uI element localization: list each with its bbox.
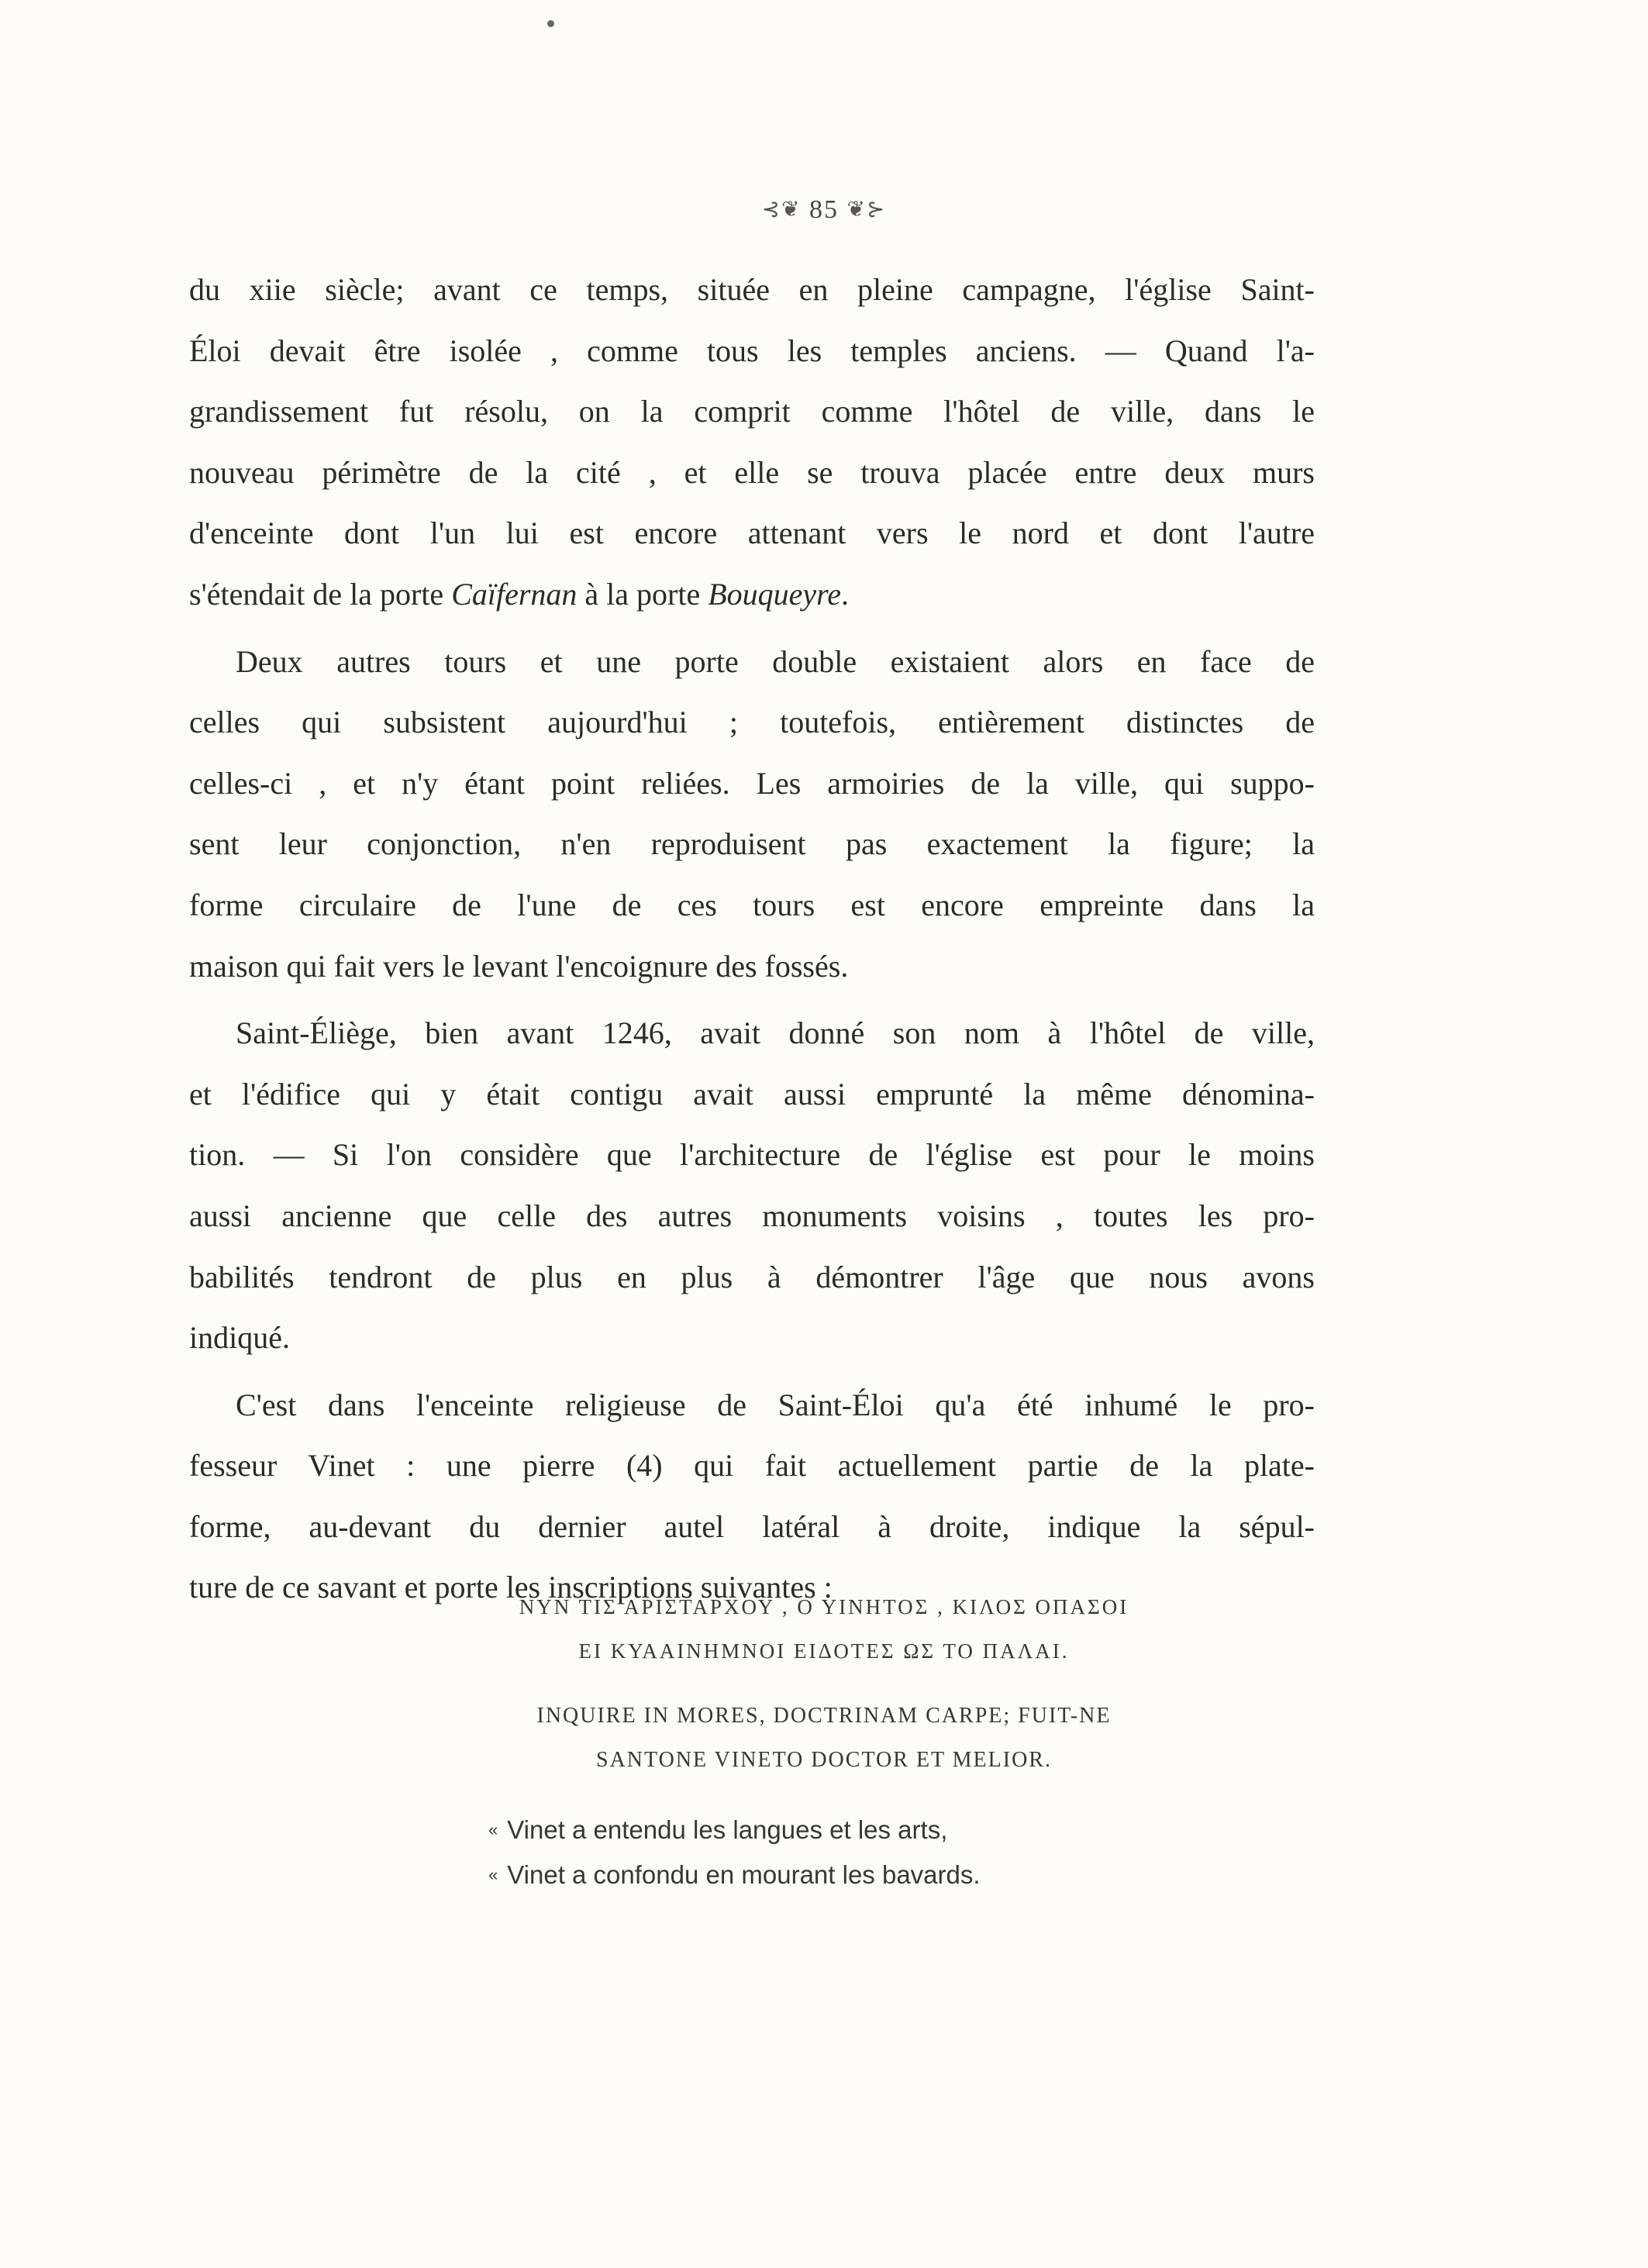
italic-place-name: Caïfernan (451, 576, 577, 612)
ink-speck (547, 20, 554, 27)
text-line: Saint-Éliège, bien avant 1246, avait donné son nom à l'hôtel de ville, (236, 1015, 1315, 1051)
latin-inscription (0, 1694, 1648, 1782)
verse-line (488, 1853, 981, 1897)
paragraph-4 (189, 1375, 1315, 1618)
inscription-line: INQUIRE IN MORES, DOCTRINAM CARPE; FUIT-NE (536, 1704, 1112, 1728)
page-number: 85 (809, 195, 839, 224)
text-line: d'enceinte dont l'un lui est encore attenant vers le nord et dont l'autre (189, 515, 1315, 551)
paragraph-3 (189, 1003, 1315, 1369)
verse-text: Vinet a confondu en mourant les bavards. (507, 1860, 981, 1889)
text-segment: s'étendait de la porte (189, 576, 452, 612)
text-line: fesseur Vinet : une pierre (4) qui fait actuellement partie de la plate- (189, 1448, 1315, 1484)
inscription-line: ΝΥΝ ΤΙΣ ΑΡΙΣΤΑΡΧΟΥ , Ο ΥΙΝΗΤΟΣ , ΚΙΛΟΣ ΟΠΑΣΟΙ (519, 1595, 1129, 1618)
text-line: Éloi devait être isolée , comme tous les temples anciens. — Quand l'a- (189, 333, 1315, 368)
text-line: aussi ancienne que celle des autres monuments voisins , toutes les pro- (189, 1198, 1315, 1233)
text-line: nouveau périmètre de la cité , et elle se trouva placée entre deux murs (189, 454, 1315, 490)
inscription-line: ΕΙ ΚΥΑΑΙΝΗΜΝΟΙ ΕΙΔΟΤΕΣ ΩΣ ΤΟ ΠΑΛΑΙ. (578, 1639, 1070, 1663)
text-line: celles-ci , et n'y étant point reliées. Les armoiries de la ville, qui suppo- (189, 765, 1315, 801)
quote-mark: « (488, 1820, 498, 1839)
french-verse (488, 1808, 981, 1897)
quote-mark: « (488, 1865, 498, 1884)
text-line: ture de ce savant et porte les inscriptions suivantes : (189, 1570, 833, 1605)
page-header (0, 195, 1648, 225)
paragraph-1 (189, 260, 1315, 626)
text-line: indiqué. (189, 1320, 290, 1356)
text-segment: à la porte (577, 576, 709, 612)
ornament-right: ❦⊱ (846, 198, 887, 222)
text-line: celles qui subsistent aujourd'hui ; toutefois, entièrement distinctes de (189, 705, 1315, 740)
greek-inscription (0, 1585, 1648, 1673)
text-line: Deux autres tours et une porte double existaient alors en face de (236, 643, 1315, 679)
italic-place-name: Bouqueyre (708, 576, 842, 612)
verse-text: Vinet a entendu les langues et les arts, (507, 1815, 948, 1844)
body-text (189, 260, 1315, 1618)
ornament-left: ⊰❦ (761, 198, 802, 222)
text-line (189, 564, 1315, 626)
text-segment: . (841, 576, 850, 612)
text-line: du xiie siècle; avant ce temps, située en pleine campagne, l'église Saint- (189, 272, 1315, 307)
paragraph-2 (189, 632, 1315, 998)
text-line: C'est dans l'enceinte religieuse de Saint-Éloi qu'a été inhumé le pro- (236, 1387, 1315, 1422)
text-line: tion. — Si l'on considère que l'architecture de l'église est pour le moins (189, 1137, 1315, 1173)
text-line: forme circulaire de l'une de ces tours est encore empreinte dans la (189, 887, 1315, 922)
verse-line (488, 1808, 981, 1853)
text-line: grandissement fut résolu, on la comprit comme l'hôtel de ville, dans le (189, 394, 1315, 429)
text-line: babilités tendront de plus en plus à démontrer l'âge que nous avons (189, 1259, 1315, 1294)
text-line: et l'édifice qui y était contigu avait aussi emprunté la même dénomina- (189, 1076, 1315, 1112)
text-line: forme, au-devant du dernier autel latéral à droite, indique la sépul- (189, 1508, 1315, 1544)
text-line: maison qui fait vers le levant l'encoignure des fossés. (189, 948, 849, 984)
text-line: sent leur conjonction, n'en reproduisent pas exactement la figure; la (189, 826, 1315, 862)
inscription-line: SANTONE VINETO DOCTOR ET MELIOR. (596, 1748, 1052, 1772)
